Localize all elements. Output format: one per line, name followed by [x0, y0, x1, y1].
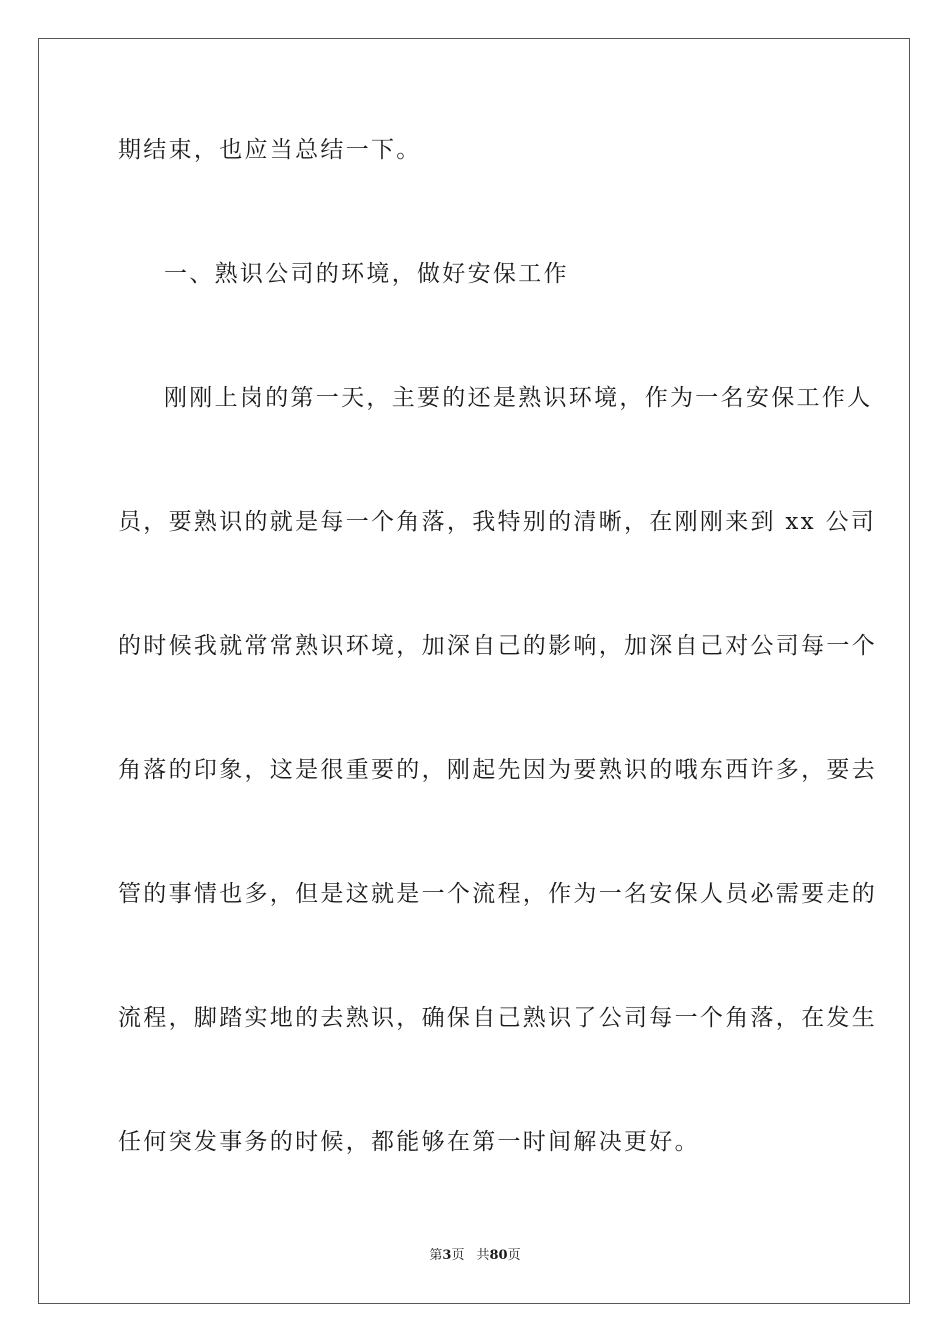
paragraph-first-line: 刚刚上岗的第一天，主要的还是熟识环境，作为一名安保工作人 [164, 385, 873, 411]
paragraph-line: 员，要熟识的就是每一个角落，我特别的清晰，在刚刚来到 xx 公司 [118, 509, 877, 535]
page-border [38, 38, 910, 1304]
total-suffix: 页 [507, 1248, 521, 1263]
page-footer [0, 1247, 950, 1265]
paragraph-last-line: 任何突发事务的时候，都能够在第一时间解决更好。 [118, 1129, 700, 1155]
total-page-count: 80 [489, 1248, 508, 1263]
text-line-continuation: 期结束，也应当总结一下。 [118, 137, 422, 163]
paragraph-line: 流程，脚踏实地的去熟识，确保自己熟识了公司每一个角落，在发生 [118, 1005, 877, 1031]
paragraph-line: 管的事情也多，但是这就是一个流程，作为一名安保人员必需要走的 [118, 881, 877, 907]
current-page-number: 3 [442, 1248, 452, 1263]
page-prefix: 第 [429, 1248, 443, 1263]
total-prefix: 共 [476, 1248, 490, 1263]
page-suffix: 页 [451, 1248, 465, 1263]
paragraph-line: 角落的印象，这是很重要的，刚起先因为要熟识的哦东西许多，要去 [118, 757, 877, 783]
section-heading: 一、熟识公司的环境，做好安保工作 [164, 261, 569, 287]
paragraph-line: 的时候我就常常熟识环境，加深自己的影响，加深自己对公司每一个 [118, 633, 877, 659]
